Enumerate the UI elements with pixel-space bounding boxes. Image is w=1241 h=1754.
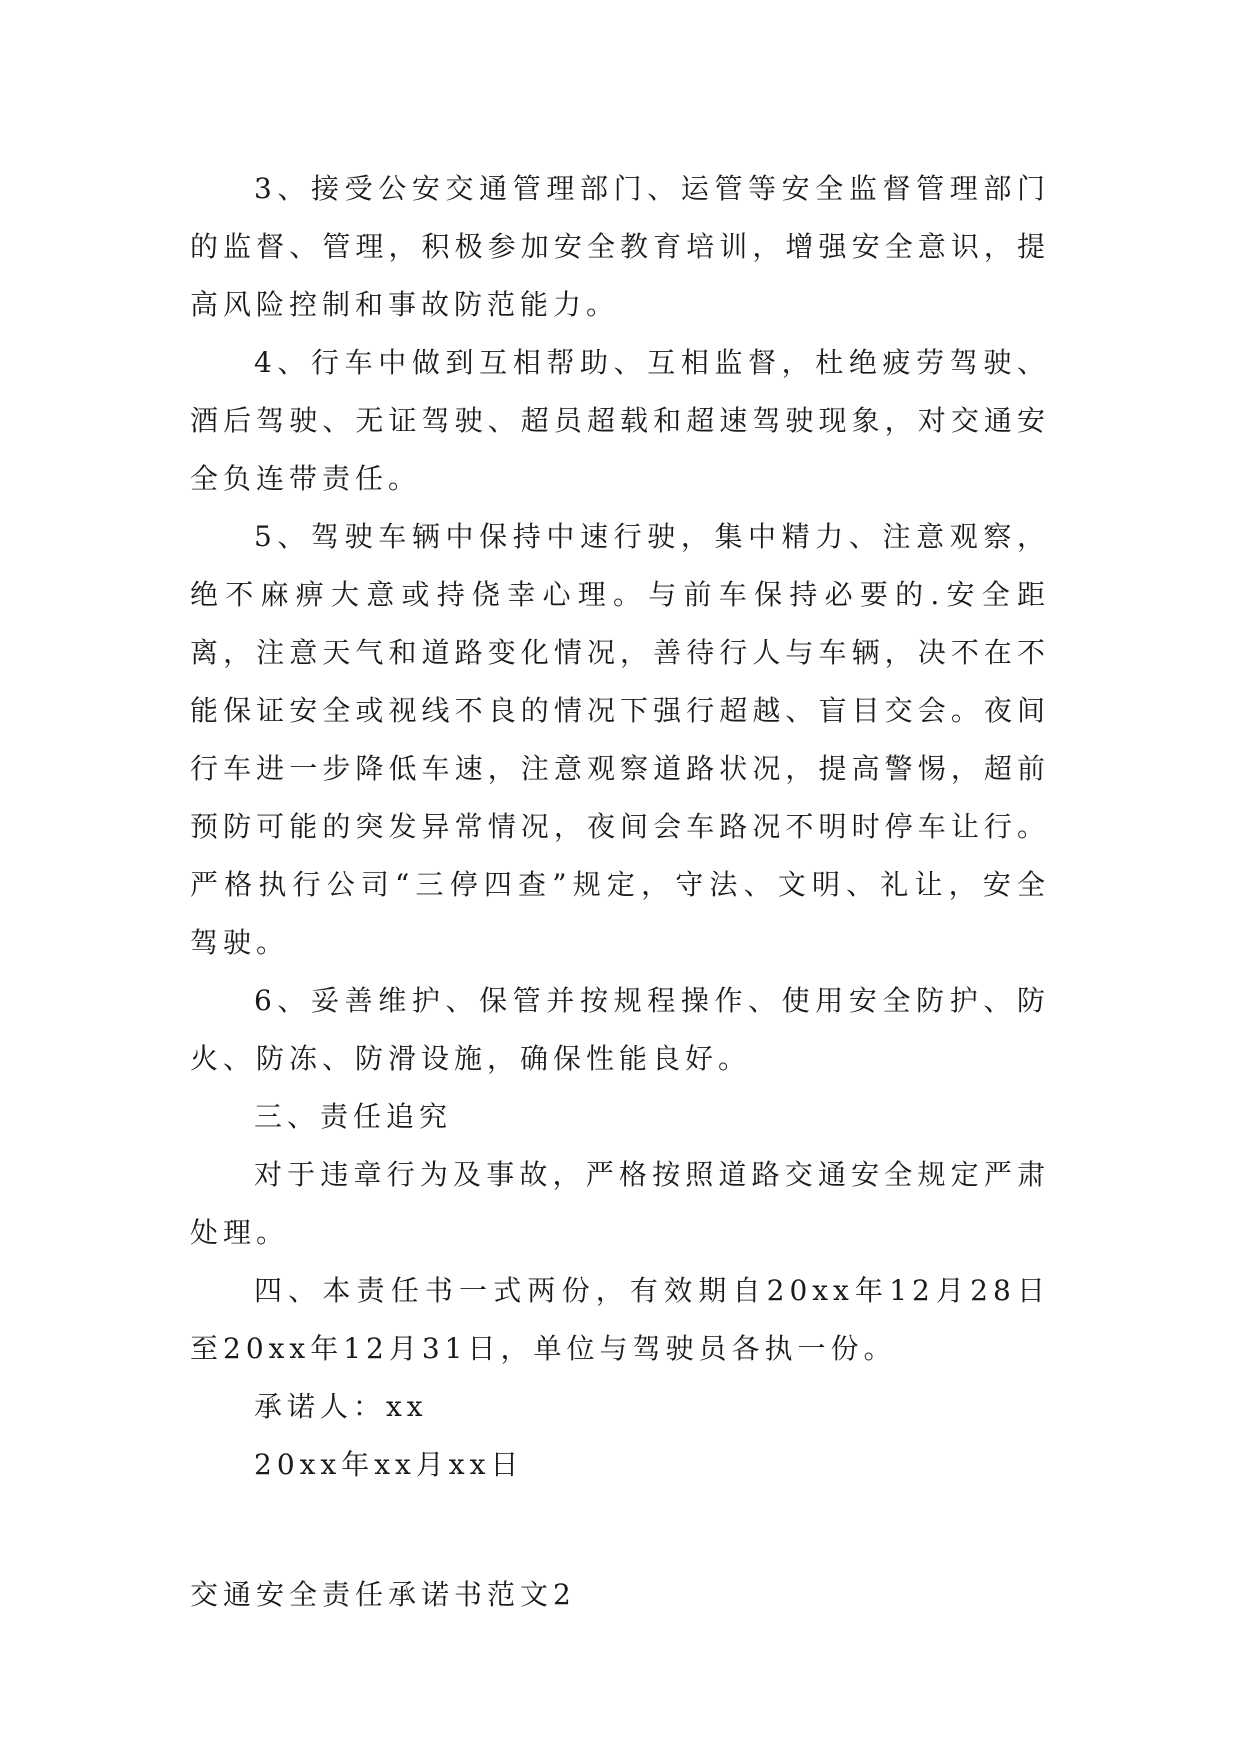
spacer — [190, 1494, 1050, 1566]
paragraph-validity: 四、本责任书一式两份，有效期自20xx年12月28日至20xx年12月31日，单位与驾驶员各执一份。 — [190, 1274, 1050, 1365]
document-body — [190, 160, 1050, 1624]
section-heading-responsibility: 三、责任追究 — [254, 1100, 453, 1133]
date-line: 20xx年xx月xx日 — [254, 1448, 524, 1481]
next-document-title: 交通安全责任承诺书范文2 — [190, 1578, 576, 1611]
paragraph-item-4: 4、行车中做到互相帮助、互相监督，杜绝疲劳驾驶、酒后驾驶、无证驾驶、超员超载和超速驾驶现象，对交通安全负连带责任。 — [190, 346, 1050, 495]
signature-line: 承诺人：xx — [254, 1390, 428, 1423]
paragraph-item-6: 6、妥善维护、保管并按规程操作、使用安全防护、防火、防冻、防滑设施，确保性能良好。 — [190, 984, 1050, 1075]
paragraph-responsibility: 对于违章行为及事故，严格按照道路交通安全规定严肃处理。 — [190, 1158, 1050, 1249]
paragraph-item-3: 3、接受公安交通管理部门、运管等安全监督管理部门的监督、管理，积极参加安全教育培训，增强安全意识，提高风险控制和事故防范能力。 — [190, 172, 1050, 321]
paragraph-item-5: 5、驾驶车辆中保持中速行驶，集中精力、注意观察，绝不麻痹大意或持侥幸心理。与前车保持必要的.安全距离，注意天气和道路变化情况，善待行人与车辆，决不在不能保证安全或视线不良的情况下强行超越、盲目交会。夜间行车进一步降低车速，注意观察道路状况，提高警惕，超前预防可能的突发异常情况，夜间会车路况不明时停车让行。严格执行公司“三停四查”规定，守法、文明、礼让，安全驾驶。 — [190, 520, 1050, 959]
